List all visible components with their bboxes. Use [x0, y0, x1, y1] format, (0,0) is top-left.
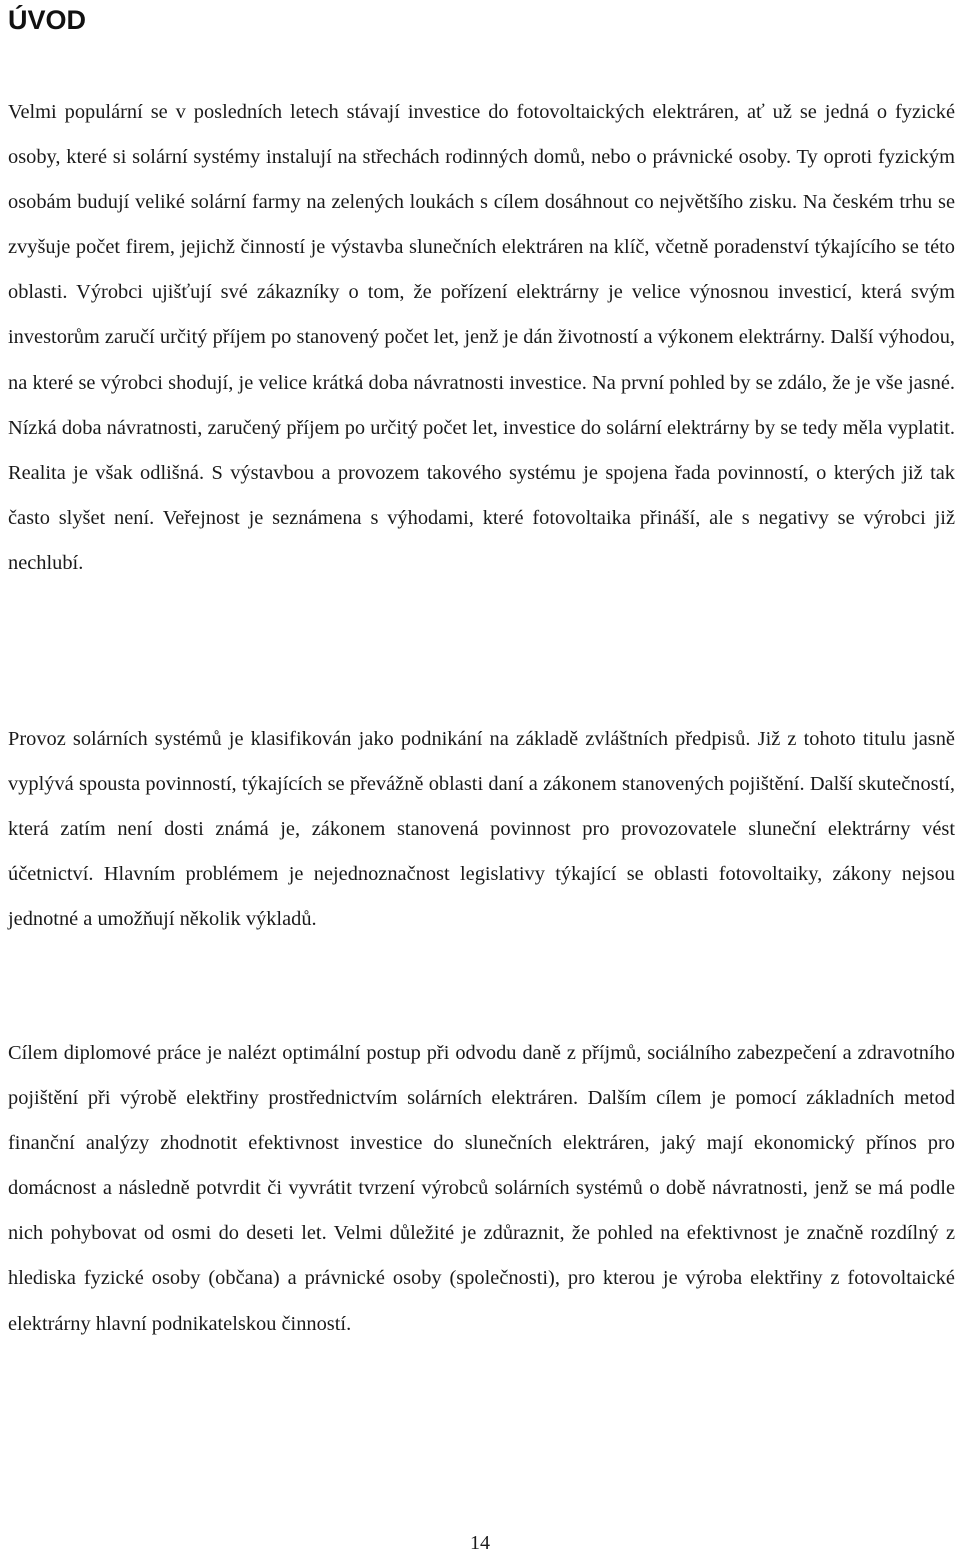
paragraph-introduction: Velmi populární se v posledních letech stávají investice do fotovoltaických elektráren, ať už se jedná o fyzické osoby, které si solární systémy instalují na střechách rodinných domů, nebo o právnické osoby. Ty oproti fyzickým osobám budují veliké solární farmy na zelených loukách s cílem dosáhnout co největšího zisku. Na českém trhu se zvyšuje počet firem, jejichž činností je výstavba slunečních elektráren na klíč, včetně poradenství týkajícího se této oblasti. Výrobci ujišťují své zákazníky o tom, že pořízení elektrárny je velice výnosnou investicí, která svým investorům zaručí určitý příjem po stanovený počet let, jenž je dán životností a výkonem elektrárny. Další výhodou, na které se výrobci shodují, je velice krátká doba návratnosti investice. Na první pohled by se zdálo, že je vše jasné. Nízká doba návratnosti, zaručený příjem po určitý počet let, investice do solární elektrárny by se tedy měla vyplatit. Realita je však odlišná. S výstavbou a provozem takového systému je spojena řada povinností, o kterých již tak často slyšet není. Veřejnost je seznámena s výhodami, které fotovoltaika přináší, ale s negativy se výrobci již nechlubí.	[8, 101, 955, 574]
page-number: 14	[470, 1532, 490, 1554]
section-heading: ÚVOD	[8, 5, 87, 35]
paragraph-thesis-goal: Cílem diplomové práce je nalézt optimální postup při odvodu daně z příjmů, sociálního zabezpečení a zdravotního pojištění při výrobě elektřiny prostřednictvím solárních elektráren. Dalším cílem je pomocí základních metod finanční analýzy zhodnotit efektivnost investice do slunečních elektráren, jaký mají ekonomický přínos pro domácnost a následně potvrdit či vyvrátit tvrzení výrobců solárních systémů o době návratnosti, jenž se má podle nich pohybovat od osmi do deseti let. Velmi důležité je zdůraznit, že pohled na efektivnost je značně rozdílný z hlediska fyzické osoby (občana) a právnické osoby (společnosti), pro kterou je výroba elektřiny z fotovoltaické elektrárny hlavní podnikatelskou činností.	[8, 1042, 955, 1335]
paragraph-obligations: Provoz solárních systémů je klasifikován jako podnikání na základě zvláštních předpisů. Již z tohoto titulu jasně vyplývá spousta povinností, týkajících se převážně oblasti daní a zákonem stanovených pojištění. Další skutečností, která zatím není dosti známá je, zákonem stanovená povinnost pro provozovatele sluneční elektrárny vést účetnictví. Hlavním problémem je nejednoznačnost legislativy týkající se oblasti fotovoltaiky, zákony nejsou jednotné a umožňují několik výkladů.	[8, 728, 955, 931]
